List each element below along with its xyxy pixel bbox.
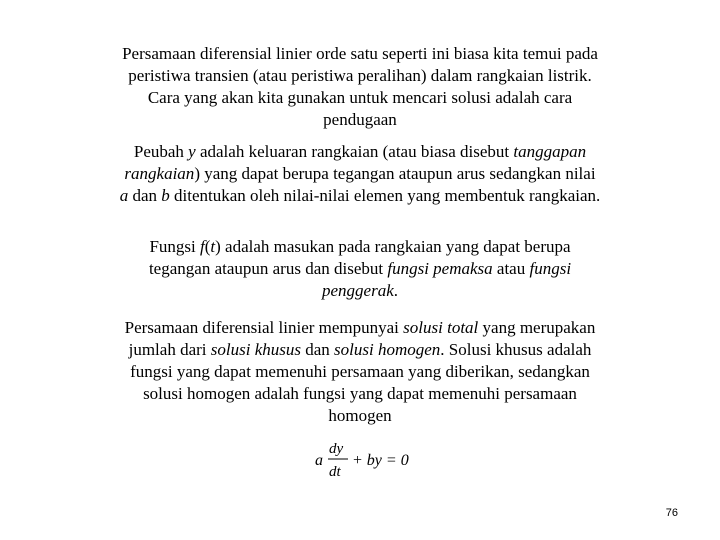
page-number: 76 [665,507,678,519]
equation-denominator: dt [329,464,341,480]
text-line [0,280,720,302]
text-line [0,185,720,207]
text-run: ( [204,237,211,256]
text-line [0,236,720,258]
variable-f: f [199,237,205,256]
text-line: Persamaan diferensial linier orde satu seperti ini biasa kita temui pada [122,44,598,63]
text-run: . Solusi khusus adalah [440,340,592,359]
text-line [0,163,720,185]
text-line [0,141,720,163]
term-fungsi: fungsi [529,259,572,278]
text-run: Persamaan diferensial linier mempunyai [124,318,404,337]
text-run: jumlah dari [128,340,211,359]
paragraph-variables [0,141,720,207]
text-run: tegangan ataupun arus dan disebut [148,259,388,278]
paragraph-input-function [0,236,720,302]
text-line [0,258,720,280]
text-run: ) yang dapat berupa tegangan ataupun arus sedangkan nilai [194,164,596,183]
variable-b: b [161,186,170,205]
paragraph-solution [0,317,720,427]
term-solusi-khusus: solusi khusus [210,340,301,359]
text-run: yang merupakan [478,318,596,337]
term-solusi-total: solusi total [403,318,479,337]
text-run: Peubah [133,142,189,161]
term-rangkaian: rangkaian [124,164,195,183]
text-run: Fungsi [149,237,200,256]
text-line: Cara yang akan kita gunakan untuk mencari solusi adalah cara [147,88,573,107]
variable-t: t [210,237,216,256]
text-line [0,339,720,361]
text-run: atau [492,259,530,278]
term-fungsi-pemaksa: fungsi pemaksa [387,259,493,278]
text-run: dan [300,340,335,359]
text-line: homogen [328,406,392,425]
paragraph-intro [0,43,720,131]
text-line: solusi homogen adalah fungsi yang dapat memenuhi persamaan [143,384,577,403]
text-run: adalah keluaran rangkaian (atau biasa disebut [195,142,514,161]
equation-numerator: dy [329,441,344,457]
equation-rest: + by = 0 [352,452,409,469]
text-line: pendugaan [323,110,397,129]
text-line: peristiwa transien (atau peristiwa peralihan) dalam rangkaian listrik. [128,66,592,85]
text-run: ) adalah masukan pada rangkaian yang dapat berupa [215,237,571,256]
equation-coefficient-a: a [315,452,323,469]
text-line: fungsi yang dapat memenuhi persamaan yang diberikan, sedangkan [130,362,590,381]
differential-equation [312,438,422,482]
term-tanggapan: tanggapan [513,142,587,161]
variable-a: a [119,186,129,205]
text-run: dan [128,186,162,205]
text-run: ditentukan oleh nilai-nilai elemen yang membentuk rangkaian. [169,186,601,205]
variable-y: y [188,142,196,161]
term-solusi-homogen: solusi homogen [334,340,441,359]
text-line [0,317,720,339]
text-run: . [393,281,398,300]
term-penggerak: penggerak [321,281,394,300]
